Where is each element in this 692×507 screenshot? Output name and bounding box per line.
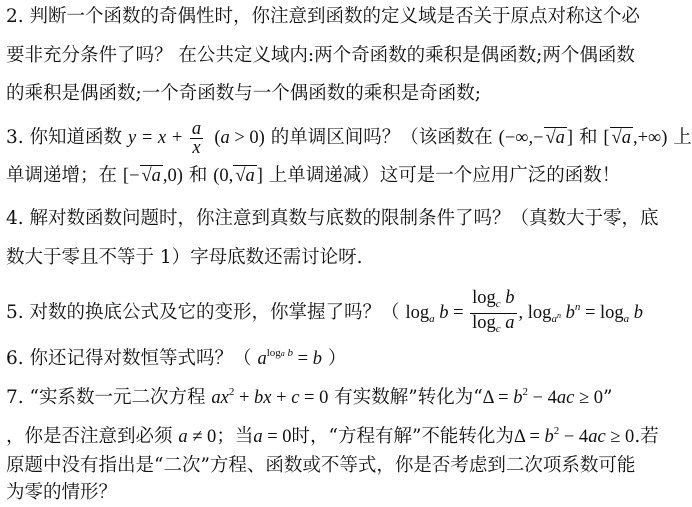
discriminant-condition: $\Delta = b^2 - 4ac \ge 0$ [482,386,604,408]
interval-1: (−∞,− √a ] [498,127,574,148]
item-4-line-1: 4. 解对数函数问题时，你注意到真数与底数的限制条件了吗？（真数大于零，底 [6,208,659,229]
item-7-text-a: 7. “实系数一元二次方程 [6,387,206,408]
item-7-text-d: ，你是否注意到必须 [6,426,173,447]
item-7-line-4: 为零的情形？ [6,482,118,503]
item-3-text-d: 上 [673,126,692,148]
interval-2: [ √a ,+∞) [603,127,668,148]
log-identity: $a^{loga b} = b$ [257,347,322,369]
item-3-line-2 [6,165,620,187]
change-of-base-formula: $\log_a b$ = $\frac{\log_c b}{\log_c a}$ , $\log_{a^n} b^n = \log_a b$ [405,288,644,335]
item-6-end: ） [327,348,347,369]
interval-4: (0, √a ] [213,166,263,186]
quadratic-equation: $ax^2$ + bx + c = 0 [211,386,329,408]
item-7-line-2 [6,420,659,448]
item-6-text: 6. 你还记得对数恒等式吗？（ [6,348,252,369]
item-3-line-1 [6,120,692,157]
item-3-text-c: 和 [578,126,598,148]
item-7-text-f: 时，“方程有解”不能转化为 [291,426,514,447]
discriminant-condition-2: $\Delta = b^2 - 4ac \ge 0$ [513,425,635,447]
item-2-line-3: 的乘积是偶函数;一个奇函数与一个偶函数的乘积是奇函数; [6,83,481,104]
item-2-line-1: 2. 判断一个函数的奇偶性时，你注意到函数的定义域是否关于原点对称这个必 [6,6,641,27]
item-6-line-1 [6,342,346,370]
item-7-text-b: 有实数解”转化为“ [334,387,483,408]
a-zero: a = 0 [253,427,292,447]
item-3-text-b: 的单调区间吗？（该函数在 [270,126,493,148]
interval-3: [− √a ,0) [122,166,183,186]
function-formula: y = x + $\frac{a}{x}$ [127,119,202,158]
item-2-line-2: 要非充分条件了吗？ 在公共定义域内:两个奇函数的乘积是偶函数;两个偶函数 [6,45,635,66]
item-3-text-e: 单调递增；在 [6,165,118,186]
item-3-text-a: 3. 你知道函数 [6,126,123,148]
item-7-line-3: 原题中没有指出是“二次”方程、函数或不等式，你是否考虑到二次项系数可能 [6,455,636,476]
item-5-text: 5. 对数的换底公式及它的变形，你掌握了吗？（ [6,301,400,323]
item-3-text-g: 上单调递减）这可是一个应用广泛的函数！ [268,165,621,186]
item-3-text-f: 和 [188,165,208,186]
condition-a-positive: (a > 0) [209,127,265,148]
item-4-line-2: 数大于零且不等于 1）字母底数还需讨论呀. [6,247,363,268]
item-7-text-e: ；当 [216,426,254,447]
item-7-text-c: ” [603,387,613,408]
a-nonzero: a ≠ 0 [178,427,217,447]
item-7-text-g: .若 [634,426,659,447]
item-7-line-1 [6,381,613,409]
item-5-line-1 [6,289,643,338]
